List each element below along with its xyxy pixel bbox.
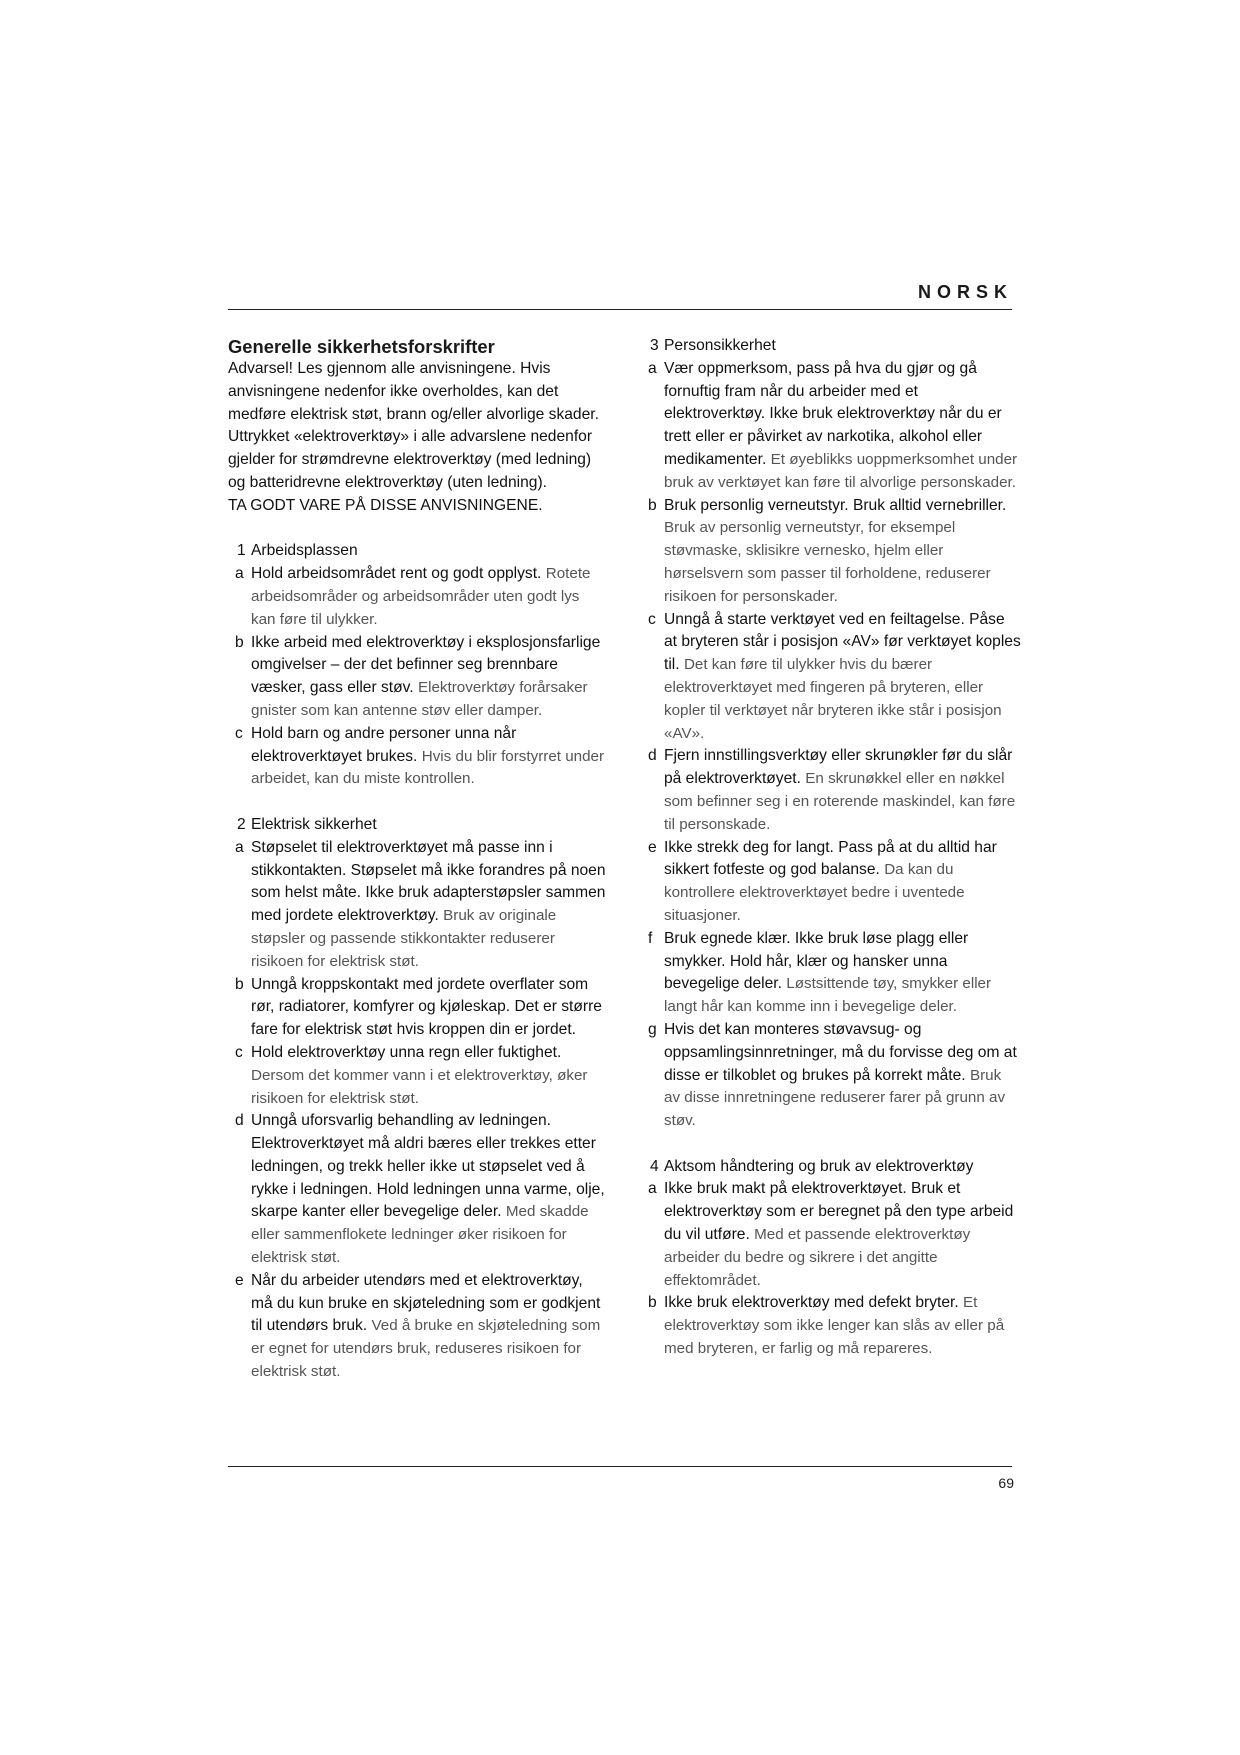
item-letter: e [648, 838, 657, 856]
list-item [641, 1019, 1021, 1133]
item-letter: b [235, 975, 244, 993]
footer-rule [228, 1466, 1012, 1467]
item-text: Løstsittende tøy, smykker eller langt hår kan komme inn i bevegelige deler. [664, 975, 992, 1016]
item-letter: f [648, 929, 653, 947]
right-column [641, 335, 1021, 1361]
item-bold-text: Unngå uforsvarlig behandling av ledningen. Elektroverktøyet må aldri bæres eller trekkes etter ledningen, og trekk heller ikke ut støpselet ved å rykke i ledningen. Hold ledningen unna varme, olje, skarpe kanter eller bevegelige deler. [251, 1112, 605, 1221]
list-item [228, 563, 608, 631]
item-letter: g [648, 1020, 657, 1038]
section-heading: Generelle sikkerhetsforskrifter [228, 336, 495, 357]
item-bold-text: Fjern innstillingsverktøy eller skrunøkler før du slår på elektroverktøyet. [664, 747, 1013, 788]
item-text: Det kan føre til ulykker hvis du bærer elektroverktøyet med fingeren på bryteren, eller kopler til verktøyet når bryteren ikke står i posisjon «AV». [664, 656, 1002, 742]
item-text: Med et passende elektroverktøy arbeider du bedre og sikrere i det angitte effektområdet. [664, 1226, 971, 1289]
item-bold-text: Ikke bruk elektroverktøy med defekt bryter. [664, 1294, 959, 1312]
item-letter: b [648, 1294, 657, 1312]
item-bold-text: Unngå å starte verktøyet ved en feiltagelse. Påse at bryteren står i posisjon «AV» før verktøyet koples til. [664, 610, 1021, 674]
section-title-text: Aktsom håndtering og bruk av elektroverktøy [664, 1157, 974, 1175]
item-text: Elektroverktøy forårsaker gnister som kan antenne støv eller damper. [251, 679, 588, 719]
list-item [641, 1292, 1021, 1360]
item-text: Bruk av disse innretningene reduserer farer på grunn av støv. [664, 1066, 1006, 1130]
section-title-text: Arbeidsplassen [251, 542, 358, 560]
section-number: 2 [237, 815, 246, 833]
list-item [641, 609, 1021, 746]
item-bold-text: Hold barn og andre personer unna når elektroverktøyet brukes. [251, 724, 517, 765]
item-letter: a [648, 359, 657, 377]
item-text: Bruk av personlig verneutstyr, for eksempel støvmaske, sklisikre vernesko, hjelm eller hørselsvern som passer til forholdene, reduserer risikoen for personskader. [664, 519, 991, 605]
item-text: Bruk av originale støpsler og passende stikkontakter reduserer risikoen for elektrisk støt. [251, 907, 557, 970]
item-text: Dersom det kommer vann i et elektroverktøy, øker risikoen for elektrisk støt. [251, 1066, 588, 1107]
list-item [228, 632, 608, 723]
left-column [228, 335, 608, 1384]
item-bold-text: Hold elektroverktøy unna regn eller fuktighet. [251, 1043, 562, 1061]
item-text: Et elektroverktøy som ikke lenger kan slås av eller på med bryteren, er farlig og må repareres. [664, 1294, 1005, 1358]
item-text: Et øyeblikks uoppmerksomhet under bruk av verktøyet kan føre til alvorlige personskader. [664, 450, 1018, 491]
list-item [228, 723, 608, 791]
item-text: Da kan du kontrollere elektroverktøyet bedre i uventede situasjoner. [664, 861, 965, 924]
list-item [228, 1042, 608, 1110]
list-item [228, 837, 608, 974]
item-bold-text: Bruk personlig verneutstyr. Bruk alltid vernebriller. [664, 496, 1007, 514]
section-2 [228, 814, 608, 1384]
list-item [641, 837, 1021, 928]
caps-notice: TA GODT VARE PÅ DISSE ANVISNINGENE. [228, 496, 543, 514]
section-3 [641, 335, 1021, 1133]
section-title [641, 335, 1021, 358]
section-title [228, 540, 608, 563]
item-bold-text: Ikke bruk makt på elektroverktøyet. Bruk et elektroverktøy som er beregnet på den type arbeid du vil utføre. [664, 1180, 1014, 1244]
list-item [228, 1270, 608, 1384]
item-letter: c [235, 724, 243, 742]
language-label: NORSK [917, 282, 1013, 302]
section-number: 1 [237, 542, 246, 560]
intro-text: Advarsel! Les gjennom alle anvisningene. Hvis anvisningene nedenfor ikke overholdes, kan det medføre elektrisk støt, brann og/eller alvorlige skader. Uttrykket «elektroverktøy» i alle advarslene nedenfor gjelder for strømdrevne elektroverktøy (med ledning) og batteridrevne elektroverktøy (uten ledning). [228, 360, 599, 491]
item-letter: e [235, 1271, 244, 1289]
item-letter: b [235, 633, 244, 651]
header-rule [228, 309, 1012, 310]
item-letter: b [648, 496, 657, 514]
list-item [228, 974, 608, 1042]
item-letter: c [648, 610, 656, 628]
section-number: 3 [650, 337, 659, 354]
section-title [228, 814, 608, 837]
section-number: 4 [650, 1157, 659, 1175]
list-item [228, 1110, 608, 1270]
item-letter: a [648, 1180, 657, 1198]
item-letter: d [235, 1112, 244, 1130]
page-number: 69 [998, 1475, 1014, 1491]
item-bold-text: Ikke strekk deg for langt. Pass på at du alltid har sikkert fotfeste og god balanse. [664, 838, 997, 879]
item-text: En skrunøkkel eller en nøkkel som befinner seg i en roterende maskindel, kan føre til personskade. [664, 770, 1016, 833]
item-text: Rotete arbeidsområder og arbeidsområder uten godt lys kan føre til ulykker. [251, 565, 591, 628]
item-letter: c [235, 1043, 243, 1061]
item-bold-text: Vær oppmerksom, pass på hva du gjør og gå fornuftig fram når du arbeider med et elektroverktøy. Ikke bruk elektroverktøy når du er trett eller er påvirket av narkotika, alkohol eller medikamenter. [664, 359, 1002, 468]
item-letter: d [648, 747, 657, 765]
section-4 [641, 1156, 1021, 1361]
section-title-text: Elektrisk sikkerhet [251, 815, 377, 833]
item-text: Hvis du blir forstyrret under arbeidet, kan du miste kontrollen. [251, 747, 605, 788]
list-item [641, 928, 1021, 1019]
item-text: Ved å bruke en skjøteledning som er egnet for utendørs bruk, reduseres risikoen for elektrisk støt. [251, 1317, 601, 1381]
section-1 [228, 540, 608, 791]
item-bold-text: Støpselet til elektroverktøyet må passe inn i stikkontakten. Støpselet må ikke forandres på noen som helst måte. Ikke bruk adapterstøpsler sammen med jordete elektroverktøy. [251, 838, 606, 925]
item-bold-text: Bruk egnede klær. Ikke bruk løse plagg eller smykker. Hold hår, klær og hansker unna bevegelige deler. [664, 929, 969, 993]
list-item [641, 358, 1021, 495]
item-letter: a [235, 565, 244, 583]
item-bold-text: Unngå kroppskontakt med jordete overflater som rør, radiatorer, komfyrer og kjøleskap. Det er større fare for elektrisk støt hvis kroppen din er jordet. [251, 975, 602, 1039]
section-title [641, 1156, 1021, 1179]
list-item [641, 1178, 1021, 1292]
item-letter: a [235, 838, 244, 856]
item-bold-text: Hold arbeidsområdet rent og godt opplyst. [251, 565, 542, 583]
item-bold-text: Ikke arbeid med elektroverktøy i eksplosjonsfarlige omgivelser – der det befinner seg brennbare væsker, gass eller støv. [251, 633, 601, 697]
list-item [641, 745, 1021, 836]
list-item [641, 495, 1021, 609]
item-bold-text: Når du arbeider utendørs med et elektroverktøy, må du kun bruke en skjøteledning som er godkjent til utendørs bruk. [251, 1271, 601, 1335]
item-bold-text: Hvis det kan monteres støvavsug- og oppsamlingsinnretninger, må du forvisse deg om at disse er tilkoblet og brukes på korrekt måte. [664, 1020, 1017, 1084]
section-title-text: Personsikkerhet [664, 337, 776, 354]
item-text: Med skadde eller sammenflokete ledninger øker risikoen for elektrisk støt. [251, 1203, 589, 1267]
